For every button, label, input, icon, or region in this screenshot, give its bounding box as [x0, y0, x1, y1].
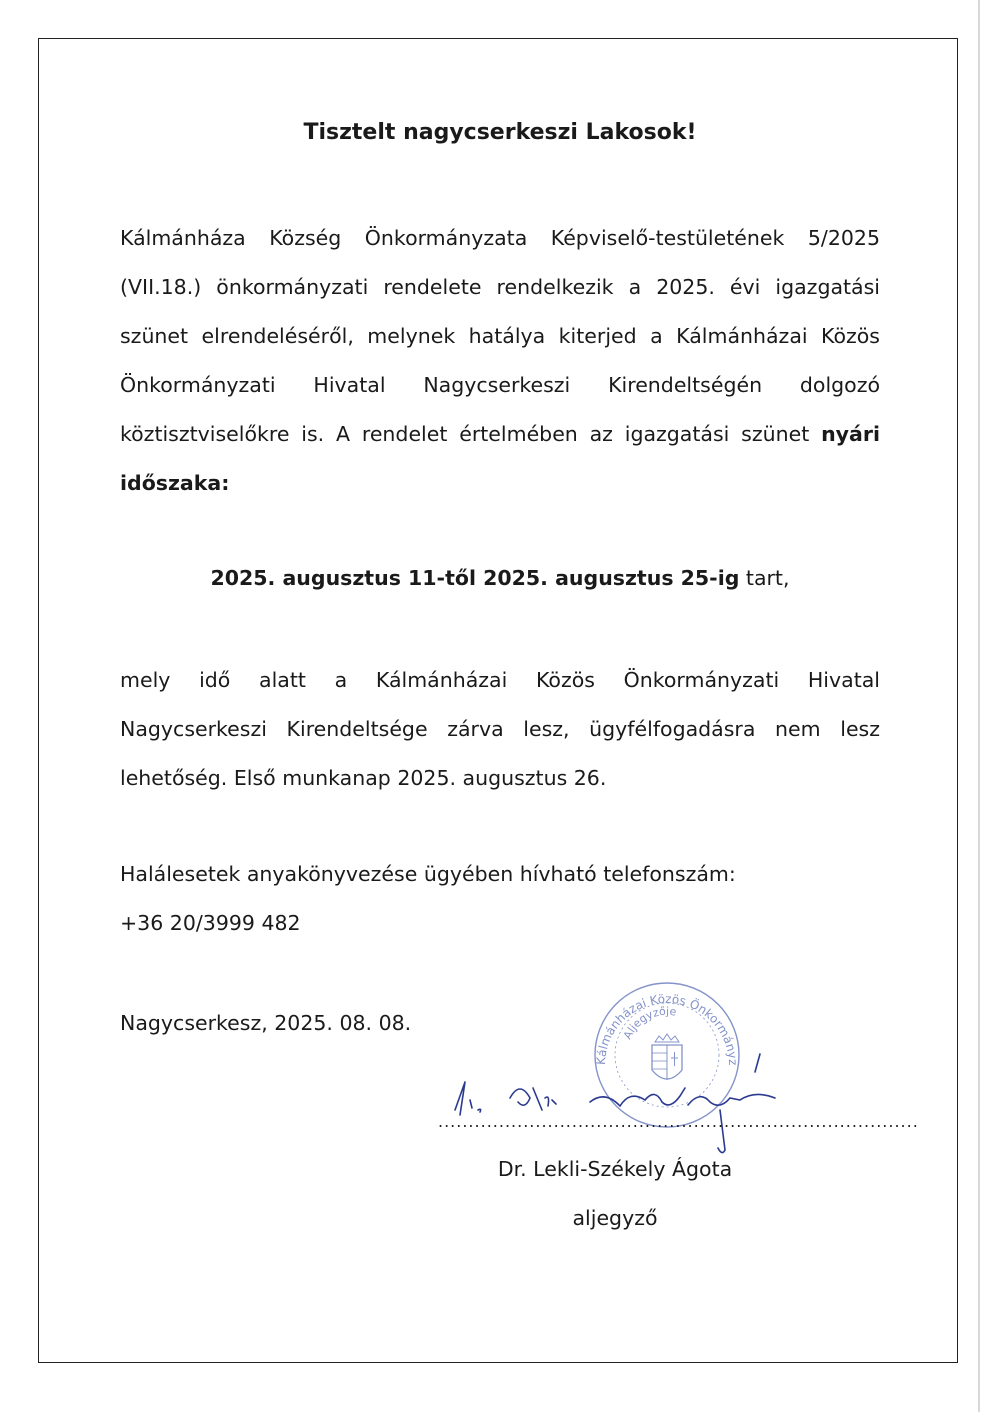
paragraph-closure: [120, 656, 880, 803]
text-line: [120, 410, 880, 459]
contact-phone: +36 20/3999 482: [120, 911, 301, 935]
stamp-inner-text: Aljegyzője: [620, 1004, 678, 1042]
place-date: Nagycserkesz, 2025. 08. 08.: [120, 1011, 412, 1035]
signer-role: aljegyző: [572, 1206, 658, 1230]
text-line: Nagycserkeszi Kirendeltsége zárva lesz, ügyfélfogadásra nem lesz: [120, 717, 880, 741]
text-emphasis: időszaka:: [120, 471, 230, 495]
closure-suffix: tart,: [739, 566, 790, 590]
paragraph-regulation: [120, 214, 880, 508]
contact-label: Halálesetek anyakönyvezése ügyében hívható telefonszám:: [120, 862, 736, 886]
signature-line: ...............................................................................: [438, 1112, 919, 1131]
coat-of-arms-icon: [652, 1034, 682, 1080]
closure-dates: 2025. augusztus 11-től 2025. augusztus 25-ig: [210, 566, 740, 590]
page-title: Tisztelt nagycserkeszi Lakosok!: [303, 120, 697, 145]
text-emphasis: nyári: [821, 422, 880, 446]
text-line: mely idő alatt a Kálmánházai Közös Önkormányzati Hivatal: [120, 668, 880, 692]
text-line: szünet elrendeléséről, melynek hatálya kiterjed a Kálmánházai Közös: [120, 324, 880, 348]
text-line: lehetőség. Első munkanap 2025. augusztus 26.: [120, 766, 607, 790]
handwritten-signature: [455, 1054, 775, 1153]
scan-edge: [978, 0, 980, 1412]
stamp-outer-text: Kálmánházai Közös Önkormányz: [593, 991, 741, 1066]
text-fragment: köztisztviselőkre is. A rendelet értelmében az igazgatási szünet: [120, 422, 822, 446]
stamp-and-signature: [430, 970, 919, 1170]
text-line: Kálmánháza Község Önkormányzata Képviselő-testületének 5/2025: [120, 226, 880, 250]
closure-period: [0, 566, 1000, 590]
text-line: Önkormányzati Hivatal Nagycserkeszi Kirendeltségén dolgozó: [120, 373, 880, 397]
text-line: [120, 459, 880, 508]
signature-stamp-area: [430, 970, 919, 1170]
official-stamp: [430, 970, 740, 1127]
signer-name: Dr. Lekli-Székely Ágota: [497, 1157, 733, 1181]
text-line: (VII.18.) önkormányzati rendelete rendelkezik a 2025. évi igazgatási: [120, 275, 880, 299]
